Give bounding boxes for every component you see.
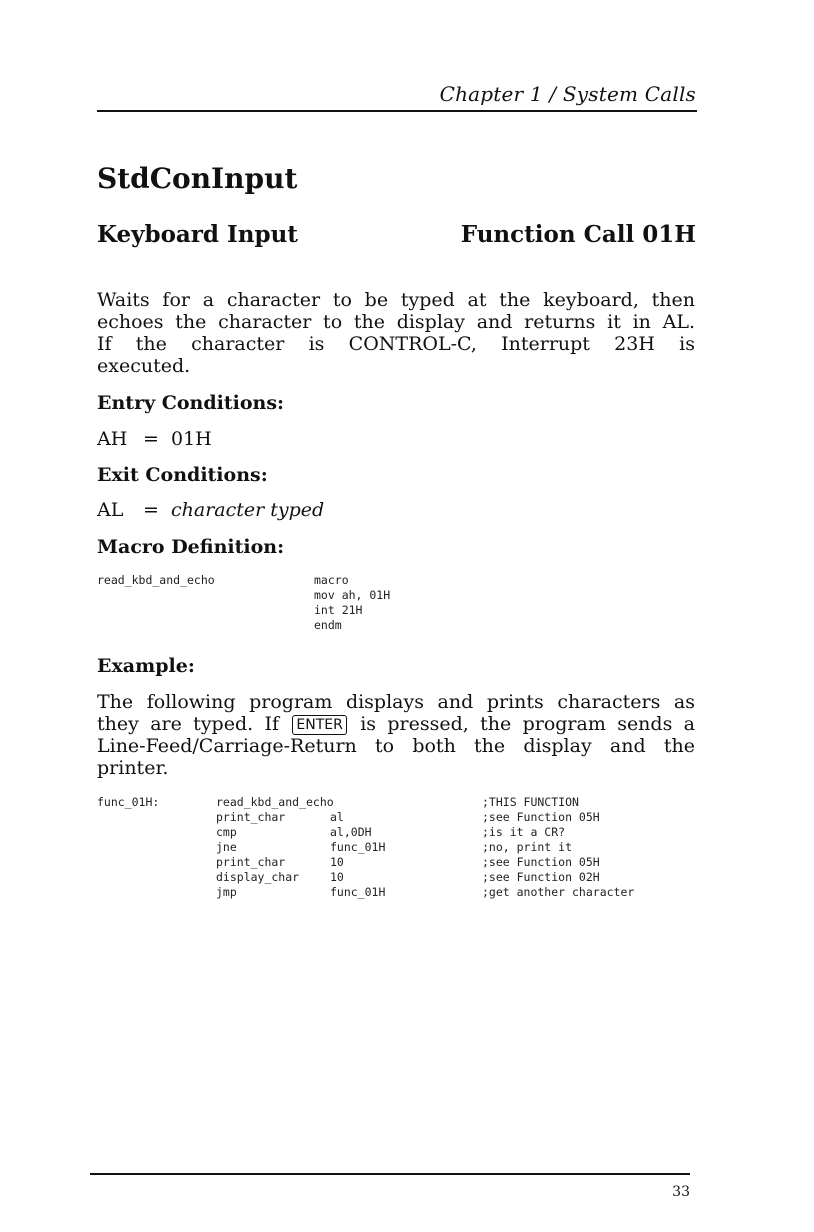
code-op: print_char xyxy=(216,855,286,869)
code-comment: ;THIS FUNCTION xyxy=(482,795,579,809)
code-op: cmp xyxy=(216,825,237,839)
code-comment: ;see Function 05H xyxy=(482,810,600,824)
macro-line: int 21H xyxy=(314,603,363,617)
exit-condition xyxy=(97,499,324,521)
section-subtitle: Keyboard Input xyxy=(97,221,298,248)
entry-equals: = xyxy=(143,428,159,450)
code-arg: 10 xyxy=(330,870,344,884)
example-line-2-end: is pressed, the program sends a xyxy=(360,713,696,735)
macro-line: endm xyxy=(314,618,342,632)
function-call-label: Function Call 01H xyxy=(460,221,696,248)
code-op: display_char xyxy=(216,870,300,884)
code-op: jne xyxy=(216,840,237,854)
exit-conditions-heading: Exit Conditions: xyxy=(97,464,268,486)
description-line-4: executed. xyxy=(97,355,191,377)
entry-condition xyxy=(97,428,212,450)
enter-key-icon: ENTER xyxy=(292,715,346,735)
code-arg: func_01H xyxy=(330,840,386,854)
exit-value: character typed xyxy=(171,499,325,521)
page-title: StdConInput xyxy=(97,162,298,195)
description-line-1: Waits for a character to be typed at the keyboard, then xyxy=(97,289,695,311)
code-comment: ;no, print it xyxy=(482,840,573,854)
description-line-2: echoes the character to the display and returns it in AL. xyxy=(97,311,695,333)
macro-definition-heading: Macro Definition: xyxy=(97,536,285,558)
macro-line: macro xyxy=(314,573,349,587)
code-arg: al xyxy=(330,810,344,824)
entry-value: 01H xyxy=(171,428,212,450)
code-arg: 10 xyxy=(330,855,344,869)
code-comment: ;is it a CR? xyxy=(482,825,566,839)
running-head: Chapter 1 / System Calls xyxy=(439,82,696,106)
example-line-1: The following program displays and prints characters as xyxy=(97,691,695,713)
entry-register: AH xyxy=(97,428,128,450)
header-rule xyxy=(97,110,697,112)
description-line-3: If the character is CONTROL-C, Interrupt 23H is xyxy=(97,333,695,355)
exit-register: AL xyxy=(97,499,124,521)
exit-equals: = xyxy=(143,499,159,521)
footer-rule xyxy=(90,1173,690,1175)
example-line-2 xyxy=(97,713,695,735)
example-line-2-start: they are typed. If xyxy=(97,713,280,735)
code-comment: ;see Function 05H xyxy=(482,855,600,869)
code-op: jmp xyxy=(216,885,237,899)
code-op: read_kbd_and_echo xyxy=(216,795,334,809)
example-heading: Example: xyxy=(97,655,195,677)
code-arg: al,0DH xyxy=(330,825,372,839)
code-op: print_char xyxy=(216,810,286,824)
code-comment: ;get another character xyxy=(482,885,635,899)
macro-line: mov ah, 01H xyxy=(314,588,391,602)
code-label: func_01H: xyxy=(97,795,160,809)
example-line-3: Line-Feed/Carriage-Return to both the display and the xyxy=(97,735,695,757)
macro-name: read_kbd_and_echo xyxy=(97,573,215,587)
page-number: 33 xyxy=(672,1184,690,1200)
code-comment: ;see Function 02H xyxy=(482,870,600,884)
example-line-4: printer. xyxy=(97,757,169,779)
entry-conditions-heading: Entry Conditions: xyxy=(97,392,285,414)
code-arg: func_01H xyxy=(330,885,386,899)
